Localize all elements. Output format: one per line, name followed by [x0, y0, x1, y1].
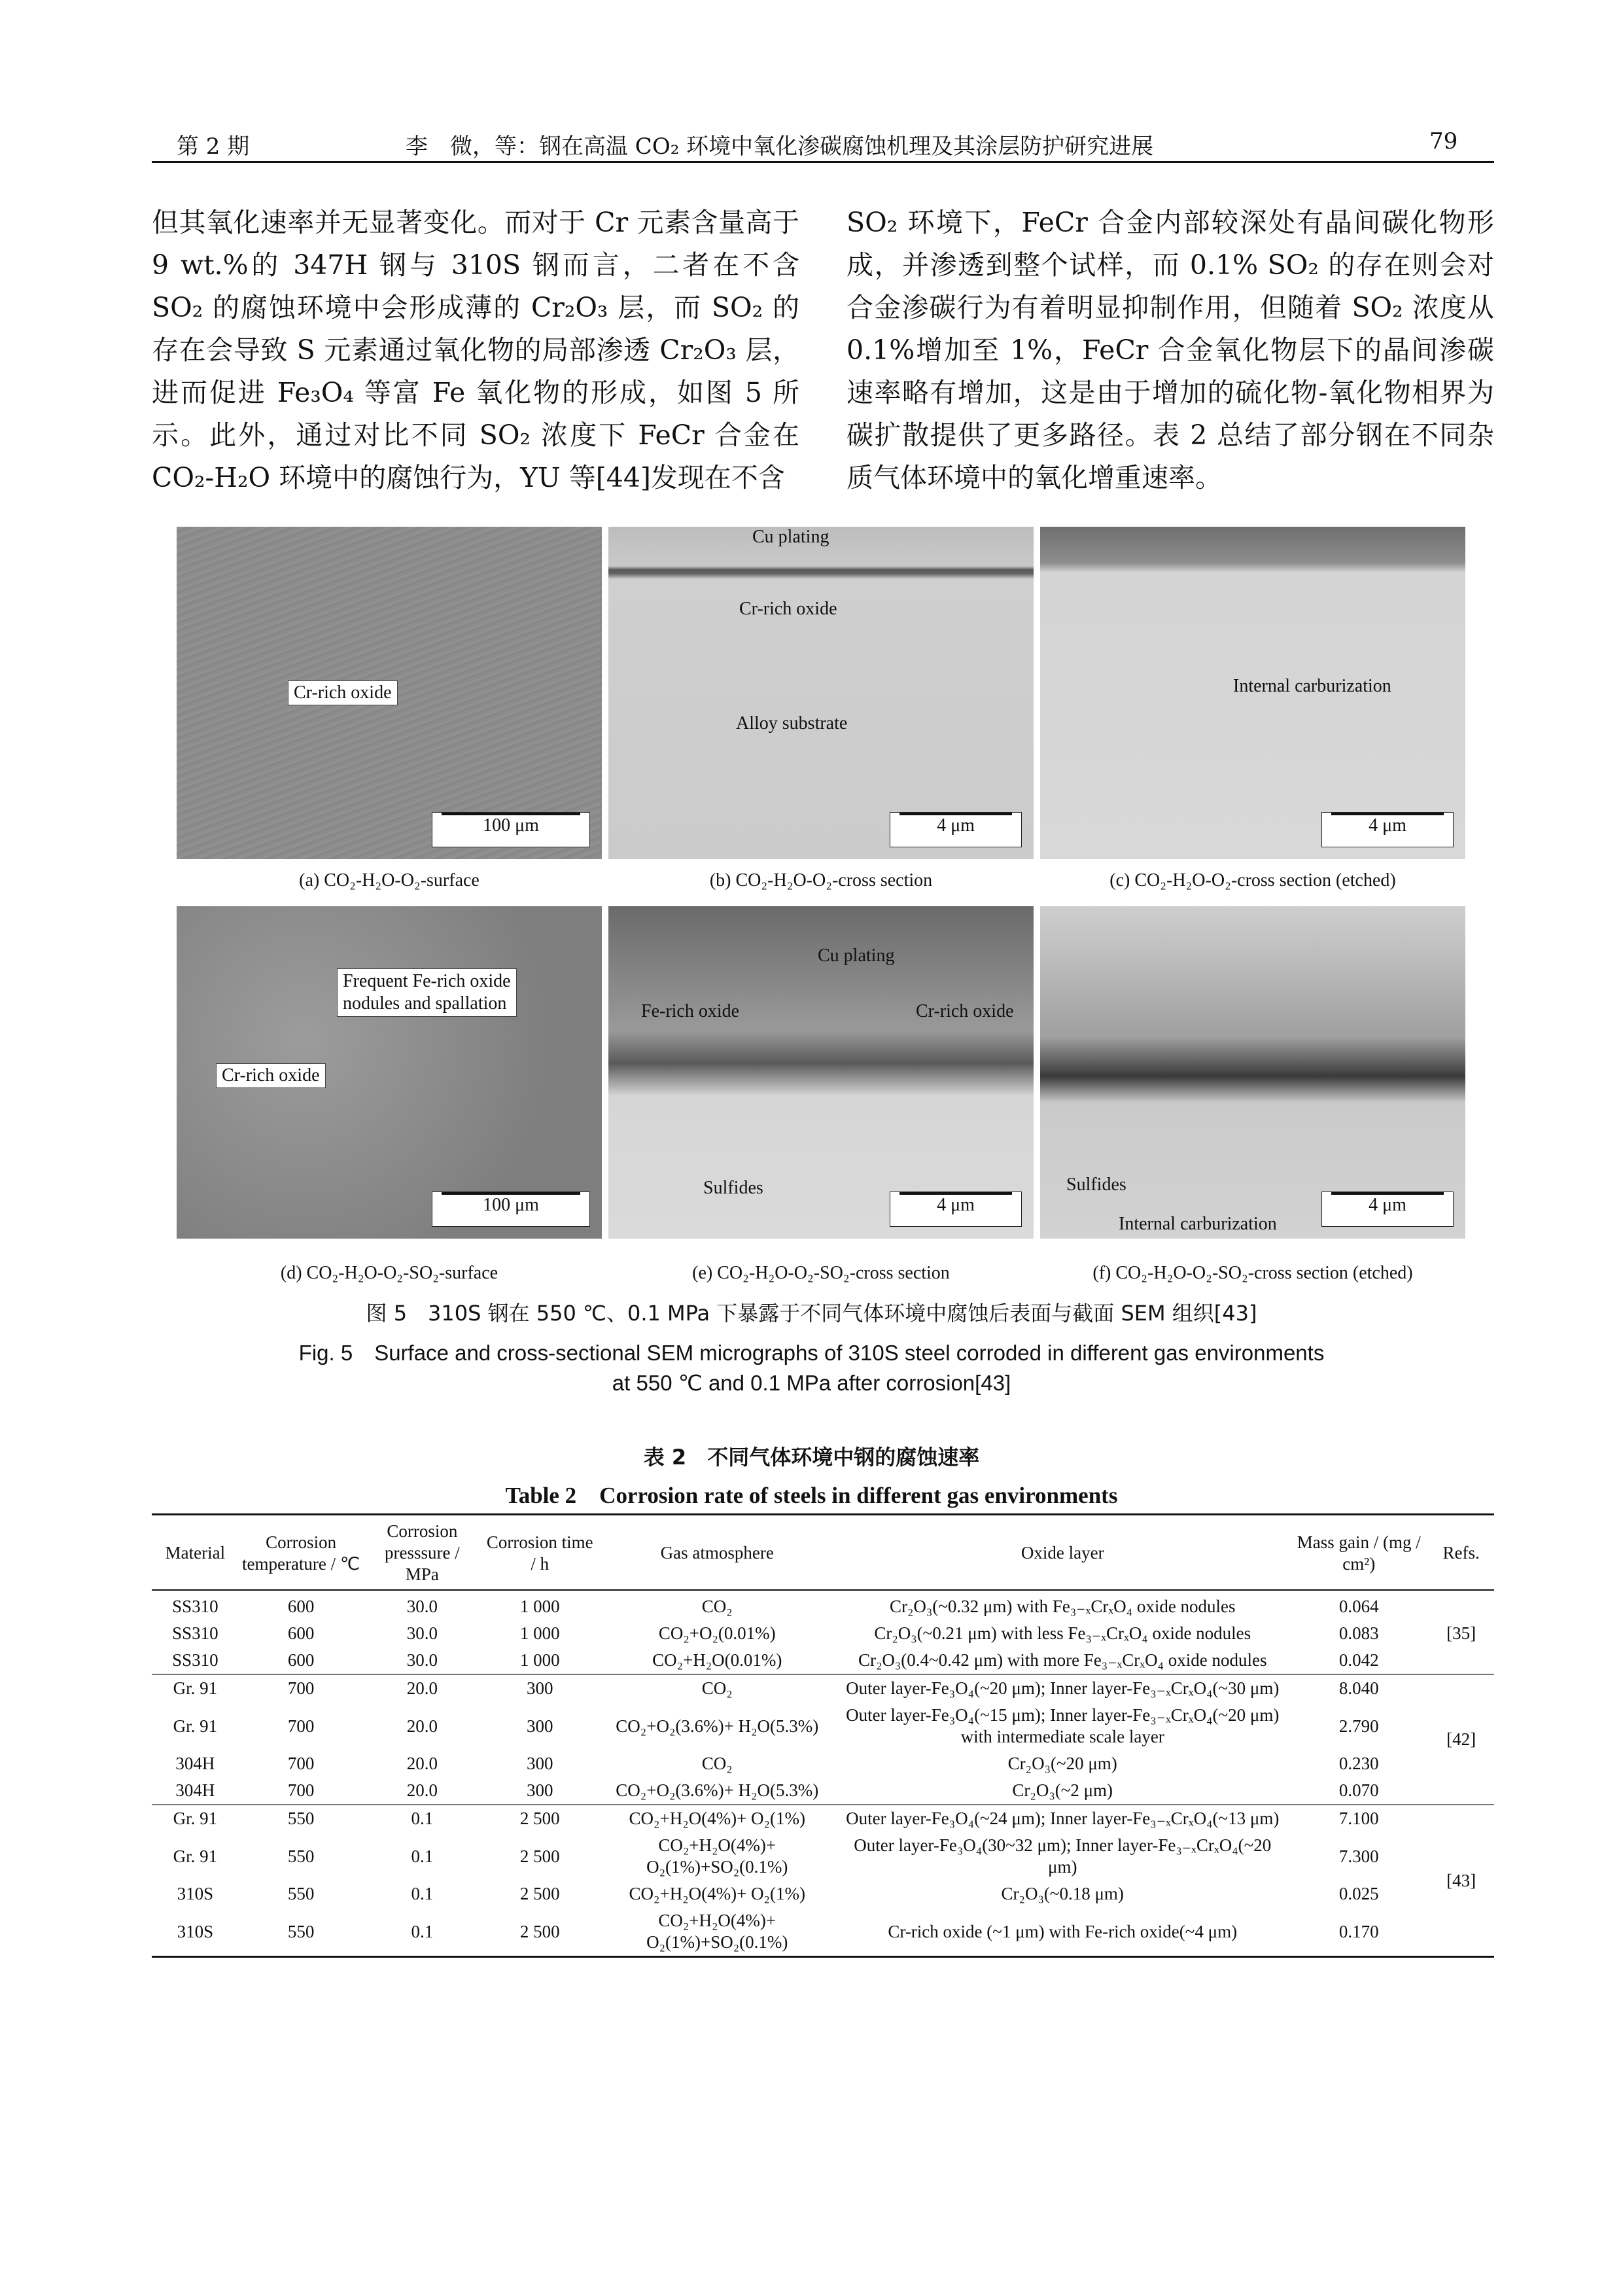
panel-f-label: Internal carburization	[1119, 1214, 1277, 1234]
table-cell: 20.0	[406, 1716, 438, 1736]
table-cell: CO₂+H₂O(4%)+ O₂(1%)+SO₂(0.1%)	[599, 1907, 835, 1957]
panel-f-micrograph	[1040, 906, 1465, 1239]
table-cell: Gr. 91	[173, 1716, 218, 1736]
table-title-cn: 表 2 不同气体环境中钢的腐蚀速率	[643, 1445, 980, 1470]
table-cell: 304H	[175, 1754, 215, 1773]
panel-e-label: Cr-rich oxide	[916, 1001, 1014, 1021]
panel-d-label-line: Frequent Fe-rich oxide	[343, 971, 511, 991]
table-row	[152, 1907, 1494, 1957]
panel-e-caption: (e) CO₂-H₂O-O₂-SO₂-cross section	[692, 1263, 950, 1283]
figure-caption-cn: 图 5 310S 钢在 550 ℃、0.1 MPa 下暴露于不同气体环境中腐蚀后表面与截面 SEM 组织[43]	[366, 1301, 1257, 1326]
panel-e-label: Cu plating	[818, 945, 895, 966]
table-cell: 8.040	[1289, 1674, 1428, 1702]
table-row	[152, 1620, 1494, 1647]
table-cell: 1 000	[519, 1597, 560, 1616]
table-cell: CO₂	[701, 1754, 733, 1773]
panel-a-caption: (a) CO₂-H₂O-O₂-surface	[299, 870, 480, 891]
panel-b-label: Alloy substrate	[736, 713, 848, 733]
table-cell: CO₂+H₂O(4%)+ O₂(1%)	[599, 1805, 835, 1832]
table-cell: 700	[239, 1674, 364, 1702]
table-cell: Cr₂O₃(~2 μm)	[1012, 1780, 1113, 1800]
table-cell: 550	[287, 1884, 315, 1903]
panel-a-micrograph	[177, 527, 602, 859]
table-cell: Outer layer-Fe₃O₄(~15 μm); Inner layer-Fe₃₋ₓCrₓO₄(~20 μm) with intermediate scale layer	[846, 1705, 1280, 1746]
table-header: Refs.	[1428, 1517, 1494, 1590]
table-cell: 304H	[175, 1780, 215, 1800]
table-header: Oxide layer	[835, 1517, 1289, 1590]
panel-a-label: Cr-rich oxide	[288, 680, 398, 705]
table-cell: 600	[287, 1650, 315, 1670]
panel-d-label-line: nodules and spallation	[343, 993, 507, 1014]
table-cell: 0.230	[1338, 1754, 1379, 1773]
table-cell: 550	[239, 1805, 364, 1832]
panel-f-caption: (f) CO₂-H₂O-O₂-SO₂-cross section (etched)	[1092, 1263, 1413, 1283]
table-cell: CO₂+H₂O(4%)+ O₂(1%)	[629, 1884, 805, 1903]
table-cell: Gr. 91	[152, 1674, 239, 1702]
table-cell: 2 500	[481, 1805, 599, 1832]
table-cell: 0.064	[1338, 1597, 1379, 1616]
table-row	[152, 1805, 1494, 1832]
table-row	[152, 1702, 1494, 1750]
scale-bar-label: 4 μm	[1369, 1195, 1406, 1215]
body-paragraph: SO₂ 环境下，FeCr 合金内部较深处有晶间碳化物形成，并渗透到整个试样，而 0.1% SO₂ 的存在则会对合金渗碳行为有着明显抑制作用，但随着 SO₂ 浓度从 0.1%增加至 1%，FeCr 合金氧化物层下的晶间渗碳速率略有增加，这是由于增加的硫化物-氧化物相界为碳扩散提供了更多路径。表 2 总结了部分钢在不同杂质气体环境中的氧化增重速率。	[846, 207, 1494, 493]
panel-d-micrograph	[177, 906, 602, 1239]
scale-bar	[432, 1192, 590, 1227]
panel-f-label: Sulfides	[1066, 1174, 1126, 1195]
table-ref-cell: [35]	[1446, 1623, 1476, 1643]
panel-e-micrograph	[608, 906, 1034, 1239]
table-cell: 0.1	[363, 1907, 481, 1957]
table-cell: 310S	[152, 1907, 239, 1957]
table-cell: 20.0	[363, 1674, 481, 1702]
issue-number: 第 2 期	[177, 133, 250, 160]
scale-bar-label: 4 μm	[937, 1195, 975, 1215]
table-cell: 1 000	[519, 1623, 560, 1643]
table-cell: 700	[287, 1716, 315, 1736]
table-cell: 300	[481, 1674, 599, 1702]
table-title-en: Table 2 Corrosion rate of steels in different gas environments	[505, 1483, 1118, 1508]
table-cell: 7.300	[1338, 1846, 1379, 1866]
table-header-row	[152, 1517, 1494, 1590]
table-cell: Outer layer-Fe₃O₄(30~32 μm); Inner layer-Fe₃₋ₓCrₓO₄(~20 μm)	[854, 1835, 1272, 1877]
table-row	[152, 1647, 1494, 1674]
table-cell: Cr₂O₃(~20 μm)	[1007, 1754, 1117, 1773]
table-cell: 550	[287, 1846, 315, 1866]
scale-bar	[890, 1192, 1022, 1227]
panel-b-label: Cu plating	[752, 527, 829, 547]
figure-caption-en: at 550 ℃ and 0.1 MPa after corrosion[43]	[612, 1371, 1011, 1395]
table-ref-cell: [42]	[1428, 1674, 1494, 1805]
table-cell: SS310	[172, 1623, 218, 1643]
table-cell: 310S	[177, 1884, 214, 1903]
panel-c-caption: (c) CO₂-H₂O-O₂-cross section (etched)	[1109, 870, 1396, 891]
page-number: 79	[1429, 128, 1458, 154]
table-cell: 7.100	[1289, 1805, 1428, 1832]
scale-bar	[890, 812, 1022, 847]
table-cell: 600	[287, 1623, 315, 1643]
table-cell: 2 500	[481, 1907, 599, 1957]
table-cell: Cr₂O₃(0.4~0.42 μm) with more Fe₃₋ₓCrₓO₄ oxide nodules	[858, 1650, 1267, 1670]
table-cell: 0.1	[411, 1846, 434, 1866]
panel-b-label: Cr-rich oxide	[739, 599, 837, 619]
table-row	[152, 1881, 1494, 1907]
table-top-rule	[152, 1513, 1494, 1515]
scale-bar	[1321, 1192, 1454, 1227]
table-cell: 700	[287, 1780, 315, 1800]
panel-d-label: Cr-rich oxide	[216, 1063, 326, 1088]
table-row	[152, 1832, 1494, 1881]
table-cell: 550	[239, 1907, 364, 1957]
table-cell: 2 500	[519, 1884, 560, 1903]
scale-bar-label: 100 μm	[483, 815, 539, 836]
panel-c-label: Internal carburization	[1233, 676, 1391, 696]
table-ref-cell: [43]	[1428, 1805, 1494, 1957]
table-cell: Cr₂O₃(~0.32 μm) with Fe₃₋ₓCrₓO₄ oxide nodules	[889, 1597, 1236, 1616]
table-cell: Cr₂O₃(~0.18 μm)	[1001, 1884, 1124, 1903]
table-cell: 0.025	[1338, 1884, 1379, 1903]
table-cell: CO₂+H₂O(0.01%)	[652, 1650, 782, 1670]
running-title: 李 微，等：钢在高温 CO₂ 环境中氧化渗碳腐蚀机理及其涂层防护研究进展	[406, 133, 1154, 160]
panel-b-caption: (b) CO₂-H₂O-O₂-cross section	[709, 870, 933, 891]
table-cell: 0.1	[411, 1884, 434, 1903]
scale-bar	[432, 812, 590, 847]
table-cell: SS310	[172, 1597, 218, 1616]
table-row	[152, 1674, 1494, 1702]
table-cell: CO₂	[701, 1597, 733, 1616]
scale-bar-label: 4 μm	[1369, 815, 1406, 836]
table-header: Corrosion time / h	[481, 1517, 599, 1590]
table-cell: CO₂+O₂(3.6%)+ H₂O(5.3%)	[616, 1716, 819, 1736]
table-cell: 300	[527, 1754, 553, 1773]
table-cell: 700	[287, 1754, 315, 1773]
table-cell: 20.0	[406, 1754, 438, 1773]
panel-e-label: Sulfides	[703, 1178, 763, 1198]
panel-c-micrograph	[1040, 527, 1465, 859]
header-rule	[152, 161, 1494, 163]
body-column-left	[152, 202, 799, 499]
table-header: Corrosion presssure / MPa	[363, 1517, 481, 1590]
table-cell: CO₂+H₂O(4%)+ O₂(1%)+SO₂(0.1%)	[646, 1835, 788, 1877]
table-row	[152, 1777, 1494, 1805]
table-cell: 300	[527, 1716, 553, 1736]
table-cell: 300	[527, 1780, 553, 1800]
corrosion-rate-table	[152, 1517, 1494, 1958]
table-cell: CO₂	[599, 1674, 835, 1702]
panel-b-micrograph	[608, 527, 1034, 859]
table-header: Gas atmosphere	[599, 1517, 835, 1590]
table-cell: 20.0	[406, 1780, 438, 1800]
table-cell: 0.170	[1289, 1907, 1428, 1957]
figure-caption-en: Fig. 5 Surface and cross-sectional SEM micrographs of 310S steel corroded in different gas environments	[298, 1341, 1325, 1365]
table-cell: 0.042	[1338, 1650, 1379, 1670]
table-cell: Outer layer-Fe₃O₄(~24 μm); Inner layer-Fe₃₋ₓCrₓO₄(~13 μm)	[835, 1805, 1289, 1832]
table-cell: CO₂+O₂(3.6%)+ H₂O(5.3%)	[616, 1780, 819, 1800]
table-cell: 0.083	[1338, 1623, 1379, 1643]
table-cell: 2 500	[519, 1846, 560, 1866]
body-column-right	[846, 202, 1494, 499]
table-cell: 30.0	[406, 1650, 438, 1670]
table-header: Mass gain / (mg / cm²)	[1289, 1517, 1428, 1590]
table-cell: 600	[287, 1597, 315, 1616]
table-header: Material	[152, 1517, 239, 1590]
table-header: Corrosion temperature / ℃	[239, 1517, 364, 1590]
table-cell: 30.0	[406, 1623, 438, 1643]
body-paragraph: 但其氧化速率并无显著变化。而对于 Cr 元素含量高于 9 wt.%的 347H 钢与 310S 钢而言，二者在不含 SO₂ 的腐蚀环境中会形成薄的 Cr₂O₃ 层，而 SO₂ 的存在会导致 S 元素通过氧化物的局部渗透 Cr₂O₃ 层，进而促进 Fe₃O₄ 等富 Fe 氧化物的形成，如图 5 所示。此外，通过对比不同 SO₂ 浓度下 FeCr 合金在 CO₂-H₂O 环境中的腐蚀行为，YU 等[44]发现在不含	[152, 207, 799, 493]
scale-bar-label: 100 μm	[483, 1195, 539, 1215]
scale-bar-label: 4 μm	[937, 815, 975, 836]
panel-d-label	[337, 968, 517, 1017]
table-cell: Cr-rich oxide (~1 μm) with Fe-rich oxide(~4 μm)	[835, 1907, 1289, 1957]
table-cell: 2.790	[1338, 1716, 1379, 1736]
panel-e-label: Fe-rich oxide	[641, 1001, 740, 1021]
table-cell: 30.0	[406, 1597, 438, 1616]
table-cell: SS310	[172, 1650, 218, 1670]
table-cell: Gr. 91	[173, 1846, 218, 1866]
table-cell: CO₂+O₂(0.01%)	[658, 1623, 776, 1643]
table-cell: 1 000	[519, 1650, 560, 1670]
panel-d-caption: (d) CO₂-H₂O-O₂-SO₂-surface	[280, 1263, 498, 1283]
scale-bar	[1321, 812, 1454, 847]
table-cell: Outer layer-Fe₃O₄(~20 μm); Inner layer-Fe₃₋ₓCrₓO₄(~30 μm)	[835, 1674, 1289, 1702]
table-cell: 0.1	[363, 1805, 481, 1832]
table-row	[152, 1590, 1494, 1620]
table-cell: Gr. 91	[152, 1805, 239, 1832]
table-row	[152, 1750, 1494, 1777]
table-body	[152, 1590, 1494, 1957]
table-cell: Cr₂O₃(~0.21 μm) with less Fe₃₋ₓCrₓO₄ oxide nodules	[874, 1623, 1251, 1643]
table-cell: 0.070	[1338, 1780, 1379, 1800]
